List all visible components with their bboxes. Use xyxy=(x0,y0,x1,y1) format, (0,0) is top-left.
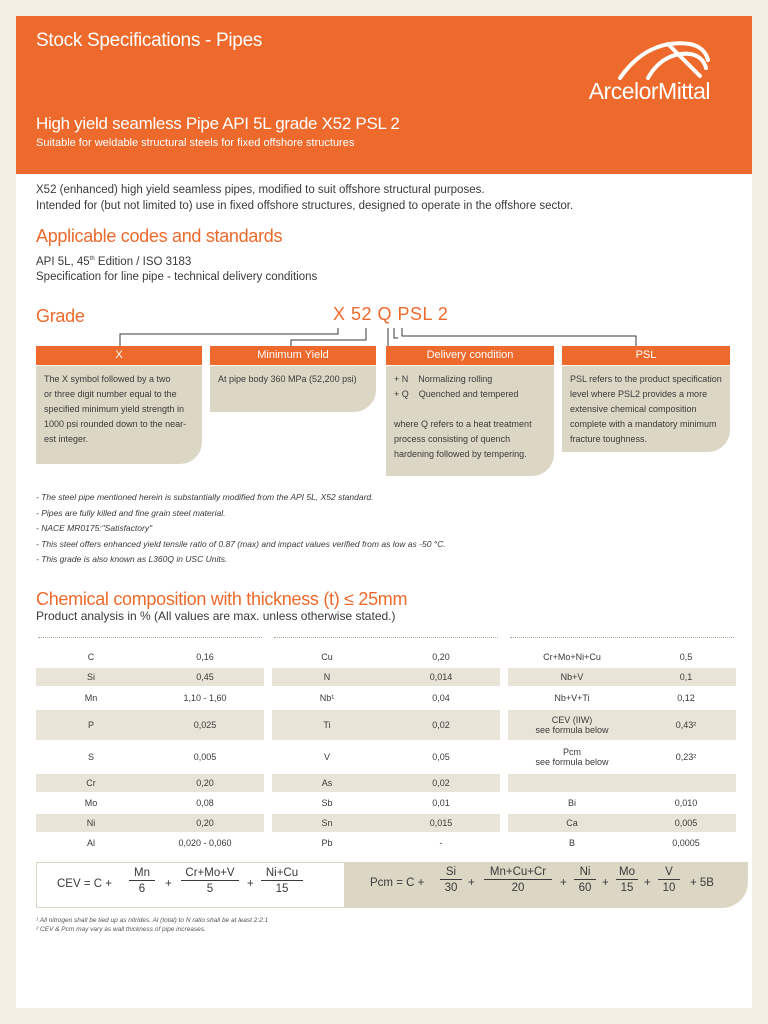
value-cell: 0,015 xyxy=(382,814,500,832)
brand-name: ArcelorMittal xyxy=(588,78,710,104)
element-cell xyxy=(36,792,146,814)
value-cell: 0,005 xyxy=(193,752,217,762)
chem-row xyxy=(36,740,264,774)
element-label: Pcm xyxy=(563,747,581,757)
chem-row xyxy=(272,686,500,710)
value-cell: 0,0005 xyxy=(672,838,700,848)
chem-table-1 xyxy=(36,646,264,854)
element-label: P xyxy=(87,720,94,730)
element-cell xyxy=(272,814,382,832)
value-cell: 0,08 xyxy=(196,798,214,808)
pcm-term: $\frac{Ni}{60}$ xyxy=(574,866,596,894)
chem-row xyxy=(272,832,500,854)
chem-row xyxy=(36,646,264,668)
chem-row xyxy=(508,668,736,686)
note-item: - This steel offers enhanced yield tensile ratio of 0.87 (max) and impact values verified from as low as -50 °C. xyxy=(36,538,446,549)
chem-row xyxy=(508,814,736,832)
value-cell: 0,020 - 0,060 xyxy=(178,838,232,848)
value-cell: 0,010 xyxy=(674,798,698,808)
box-line: process consisting of quench xyxy=(394,434,511,444)
codes-line: API 5L, 45th Edition / ISO 3183 xyxy=(36,255,192,268)
plus-sign: + xyxy=(560,877,567,889)
box-line: complete with a mandatory minimum xyxy=(570,419,717,429)
chem-row xyxy=(508,740,736,774)
element-cell xyxy=(272,668,382,686)
cev-term: $\frac{Mn}{6}$ xyxy=(129,867,155,895)
value-cell: 0,02 xyxy=(382,710,500,740)
box-line: where Q refers to a heat treatment xyxy=(394,419,532,429)
grade-box-yield-body xyxy=(210,366,376,412)
element-note: see formula below xyxy=(535,757,609,767)
element-cell xyxy=(508,686,636,710)
element-cell xyxy=(508,668,636,686)
element-cell xyxy=(508,814,636,832)
note-item: - Pipes are fully killed and fine grain steel material. xyxy=(36,507,226,518)
box-line: fracture toughness. xyxy=(570,434,648,444)
divider xyxy=(510,637,734,638)
chem-row xyxy=(272,740,500,774)
chem-row xyxy=(36,774,264,792)
element-cell xyxy=(508,710,636,740)
note-item: - The steel pipe mentioned herein is substantially modified from the API 5L, X52 standard. xyxy=(36,492,374,502)
notes-list xyxy=(36,490,446,568)
box-line: or three digit number equal to the xyxy=(44,389,177,399)
chem-subheading: Product analysis in % (All values are max. unless otherwise stated.) xyxy=(36,609,396,623)
element-label: B xyxy=(568,838,575,848)
pcm-tail: + 5B xyxy=(690,877,714,889)
element-label: Mo xyxy=(84,798,98,808)
element-cell xyxy=(36,646,146,668)
value-cell: 0,01 xyxy=(432,798,450,808)
grade-code: X 52 Q PSL 2 xyxy=(333,304,449,324)
chem-row xyxy=(36,792,264,814)
element-label: C xyxy=(87,652,95,662)
value-cell: 0,23² xyxy=(675,752,697,762)
pcm-term: $\frac{Si}{30}$ xyxy=(440,866,462,894)
chem-table-3 xyxy=(508,646,736,854)
element-cell xyxy=(272,832,382,854)
chem-row xyxy=(36,686,264,710)
grade-box-yield-title: Minimum Yield xyxy=(210,346,376,365)
pcm-term: $\frac{V}{10}$ xyxy=(658,866,680,894)
cev-lhs: CEV = C + xyxy=(57,878,112,890)
grade-box-delivery-body xyxy=(386,366,554,476)
element-label: Cr+Mo+Ni+Cu xyxy=(543,652,601,662)
value-cell: 0,16 xyxy=(196,652,214,662)
element-label: Cu xyxy=(321,652,333,662)
divider xyxy=(274,637,498,638)
chem-row xyxy=(272,668,500,686)
element-cell xyxy=(36,668,146,686)
grade-box-x-body xyxy=(36,366,202,464)
chem-row xyxy=(272,646,500,668)
product-tagline: Suitable for weldable structural steels for fixed offshore structures xyxy=(36,137,355,149)
spec-sheet xyxy=(16,16,752,1008)
grade-box-delivery-title: Delivery condition xyxy=(386,346,554,365)
chem-row xyxy=(508,646,736,668)
value-cell: 0,5 xyxy=(679,652,693,662)
value-cell: 0,1 xyxy=(636,668,736,686)
grade-box-psl-body xyxy=(562,366,730,452)
box-line: hardening followed by tempering. xyxy=(394,449,527,459)
pcm-lhs: Pcm = C + xyxy=(370,877,425,889)
pcm-term: $\frac{Mo}{15}$ xyxy=(616,866,638,894)
box-line: extensive chemical composition xyxy=(570,404,697,414)
element-label: Nb+V xyxy=(560,672,584,682)
chem-row xyxy=(272,792,500,814)
grade-bracket-lines xyxy=(16,16,752,356)
box-line: + N Normalizing rolling xyxy=(394,374,493,384)
element-label: Sn xyxy=(321,818,333,828)
element-cell xyxy=(36,774,146,792)
element-label: S xyxy=(87,752,94,762)
element-label: Mn xyxy=(84,693,98,703)
element-note: see formula below xyxy=(535,725,609,735)
element-label: Si xyxy=(86,672,95,682)
value-cell: 0,12 xyxy=(677,693,695,703)
cev-term: $\frac{Ni+Cu}{15}$ xyxy=(261,867,303,895)
box-line: PSL refers to the product specification xyxy=(570,374,722,384)
plus-sign: + xyxy=(247,878,254,890)
grade-box-psl-title: PSL xyxy=(562,346,730,365)
value-cell: 0,005 xyxy=(636,814,736,832)
element-cell xyxy=(36,832,146,854)
chem-row xyxy=(508,832,736,854)
box-line: + Q Quenched and tempered xyxy=(394,389,519,399)
value-cell: 0,025 xyxy=(146,710,264,740)
note-item: - This grade is also known as L360Q in USC Units. xyxy=(36,554,228,564)
element-cell xyxy=(508,740,636,774)
element-cell xyxy=(272,774,382,792)
value-cell: 0,43² xyxy=(636,710,736,740)
value-cell: 0,45 xyxy=(146,668,264,686)
intro-line: Intended for (but not limited to) use in fixed offshore structures, designed to operate in the offshore sector. xyxy=(36,200,574,212)
element-cell xyxy=(36,710,146,740)
chem-row xyxy=(272,774,500,792)
element-label: Al xyxy=(86,838,95,848)
pcm-formula xyxy=(344,862,748,908)
element-label: CEV (IIW) xyxy=(551,715,593,725)
value-cell: 0,05 xyxy=(432,752,450,762)
value-cell: 0,20 xyxy=(146,774,264,792)
chem-row xyxy=(508,686,736,710)
element-label: Ca xyxy=(566,818,578,828)
chem-row xyxy=(36,832,264,854)
box-line: est integer. xyxy=(44,434,89,444)
chem-heading: Chemical composition with thickness (t) ≤ 25mm xyxy=(36,589,408,609)
box-line: The X symbol followed by a two xyxy=(44,374,171,384)
value-cell: 0,20 xyxy=(146,814,264,832)
chem-row xyxy=(36,668,264,686)
intro-line: X52 (enhanced) high yield seamless pipes, modified to suit offshore structural purposes. xyxy=(36,184,485,196)
element-cell xyxy=(272,792,382,814)
note-item: - NACE MR0175:"Satisfactory" xyxy=(36,523,153,533)
element-cell xyxy=(508,792,636,814)
codes-line: Specification for line pipe - technical delivery conditions xyxy=(36,270,318,283)
chem-row xyxy=(272,814,500,832)
chem-row xyxy=(508,792,736,814)
box-line: level where PSL2 provides a more xyxy=(570,389,708,399)
value-cell: - xyxy=(439,838,443,848)
element-label: As xyxy=(321,778,333,788)
footnote: ² CEV & Pcm may vary as wall thickness of pipe increases. xyxy=(36,926,206,933)
chem-row xyxy=(508,774,736,792)
element-cell xyxy=(272,686,382,710)
page-title: Stock Specifications - Pipes xyxy=(36,30,263,51)
divider xyxy=(38,637,262,638)
chem-table-2 xyxy=(272,646,500,854)
element-cell xyxy=(36,814,146,832)
product-title: High yield seamless Pipe API 5L grade X52 PSL 2 xyxy=(36,114,400,133)
box-line: 1000 psi rounded down to the near- xyxy=(44,419,187,429)
value-cell: 0,02 xyxy=(382,774,500,792)
chem-row xyxy=(36,710,264,740)
plus-sign: + xyxy=(468,877,475,889)
plus-sign: + xyxy=(644,877,651,889)
element-cell xyxy=(272,740,382,774)
cev-term: $\frac{Cr+Mo+V}{5}$ xyxy=(181,867,239,895)
cev-formula xyxy=(36,862,354,908)
element-label: Nb+V+Ti xyxy=(554,693,590,703)
element-cell xyxy=(508,774,636,792)
pcm-term: $\frac{Mn+Cu+Cr}{20}$ xyxy=(484,866,552,894)
footnote: ¹ All nitrogen shall be tied up as nitrides. Al (total) to N ratio shall be at least 2:2:1 xyxy=(36,917,269,924)
codes-heading: Applicable codes and standards xyxy=(36,226,283,246)
element-label: Bi xyxy=(567,798,576,808)
plus-sign: + xyxy=(165,878,172,890)
value-cell xyxy=(636,774,736,792)
element-label: V xyxy=(323,752,330,762)
element-cell xyxy=(36,686,146,710)
value-cell: 1,10 - 1,60 xyxy=(183,693,227,703)
footnotes xyxy=(36,916,268,934)
element-label: N xyxy=(323,672,331,682)
element-label: Nb¹ xyxy=(319,693,335,703)
box-line: specified minimum yield strength in xyxy=(44,404,185,414)
element-cell xyxy=(508,646,636,668)
element-cell xyxy=(272,710,382,740)
element-label: Sb xyxy=(321,798,333,808)
value-cell: 0,20 xyxy=(432,652,450,662)
chem-row xyxy=(272,710,500,740)
element-label: Pb xyxy=(321,838,333,848)
value-cell: 0,04 xyxy=(432,693,450,703)
element-label: Ti xyxy=(323,720,331,730)
box-line xyxy=(394,402,546,417)
chem-row xyxy=(508,710,736,740)
grade-heading: Grade xyxy=(36,306,85,326)
element-label: Cr xyxy=(86,778,96,788)
plus-sign: + xyxy=(602,877,609,889)
grade-box-x-title: X xyxy=(36,346,202,365)
chem-row xyxy=(36,814,264,832)
value-cell: 0,014 xyxy=(382,668,500,686)
element-cell xyxy=(508,832,636,854)
element-cell xyxy=(272,646,382,668)
box-line: At pipe body 360 MPa (52,200 psi) xyxy=(218,374,357,384)
element-label: Ni xyxy=(86,818,96,828)
element-cell xyxy=(36,740,146,774)
